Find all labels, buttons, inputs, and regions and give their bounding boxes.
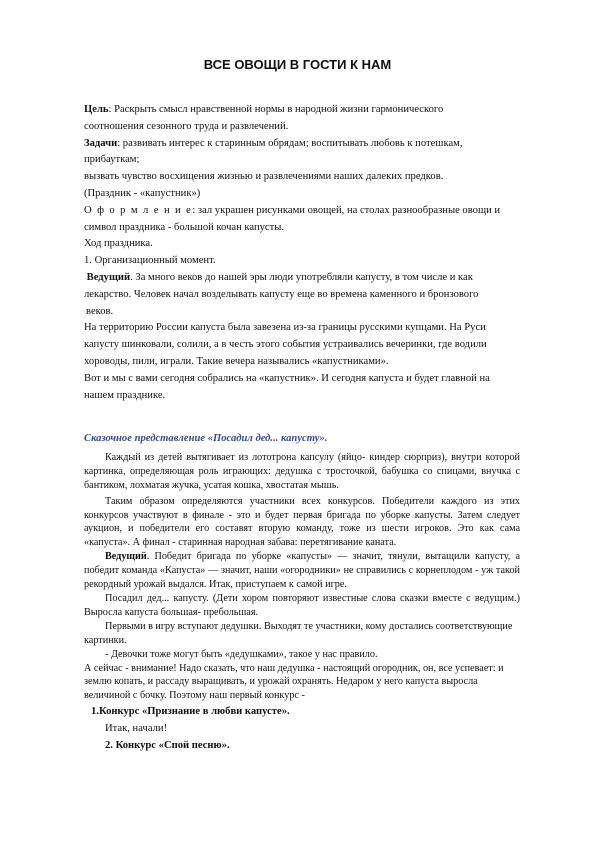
tasks-label: Задачи xyxy=(84,137,118,149)
host-line-2: лекарство. Человек начал возделывать капусту еще во времена каменного и бронзового xyxy=(84,288,479,300)
decor-text: : зал украшен рисунками овощей, на столах разнообразные овощи и xyxy=(192,204,501,216)
goal-line xyxy=(84,102,524,119)
story-paragraph: Первыми в игру вступают дедушки. Выходят те участники, кому достались соответствующие картинки. xyxy=(84,620,513,646)
story-heading: Сказочное представление «Посадил дед... капусту». xyxy=(84,433,328,444)
tasks-line xyxy=(84,136,524,153)
goal-line-2: соотношения сезонного труда и развлечений. xyxy=(84,120,289,132)
russia-line-3: хороводы, пили, играли. Такие вечера назывались «капустниками». xyxy=(84,355,389,367)
story-paragraph: Таким образом определяются участники всех конкурсов. Победители каждого из этих конкурсов участвуют в финале - это и будет первая бригада по уборке капусты. Затем следует аукцион, и победители его составят вторую команду, тоже из шести игроков. Это как сама «капуста». А финал - старинная народная забава: перетягивание каната. xyxy=(84,495,520,549)
decor-line xyxy=(84,203,524,220)
story-paragraph: Каждый из детей вытягивает из лототрона капсулу (яйцо- киндер сюрприз), внутри которой картинка, определяющая роль играющих: дедушка с тросточкой, бабушка со спицами, внучка с бантиком, лохматая жучка, усатая кошка, хвостатая мышь. xyxy=(84,451,520,491)
host-text: . За много веков до нашей эры люди употребляли капусту, в том числе и как xyxy=(130,271,473,283)
host-label: Ведущий xyxy=(86,271,131,283)
story-host-label: Ведущий xyxy=(105,551,147,563)
story-paragraph xyxy=(84,550,520,592)
start-line: Итак, начали! xyxy=(105,723,168,735)
goal-label: Цель xyxy=(84,104,109,115)
tasks-text: : развивать интерес к старинным обрядам; воспитывать любовь к потешкам, xyxy=(117,137,463,149)
story-paragraph: Посадил дед... капусту. (Дети хором повторяют известные слова сказки вместе с ведущим.) Выросла капуста большая- пребольшая. xyxy=(84,592,520,618)
today-line-2: нашем празднике. xyxy=(84,389,166,401)
story-paragraph: - Девочки тоже могут быть «дедушками», такое у нас правило. xyxy=(105,648,378,660)
holiday-note: (Праздник - «капустник») xyxy=(84,187,201,199)
today-line-1: Вот и мы с вами сегодня собрались на «капустник». И сегодня капуста и будет главной на xyxy=(84,372,490,384)
story-host-text: . Победит бригада по уборке «капусты» — значит, тянули, вытащили капусту, а победит команда «Капуста» — значит, наши «огородники» не справились с корнеплодом - уж такой рекордный урожай выдался. Итак, приступаем к самой игре. xyxy=(84,551,520,591)
goal-text: : Раскрыть смысл нравственной нормы в народной жизни гармонического xyxy=(108,104,444,115)
host-line xyxy=(84,270,524,287)
contest-2: 2. Конкурс «Спой песню». xyxy=(105,740,230,752)
org-moment-line: 1. Организационный момент. xyxy=(84,255,216,267)
tasks-line-3: вызвать чувство восхищения жизнью и развлечениями наших далеких предков. xyxy=(84,171,444,183)
decor-label: О ф о р м л е н и е xyxy=(84,204,193,216)
intro-section xyxy=(84,102,524,404)
story-paragraph: А сейчас - внимание! Надо сказать, что наш дедушка - настоящий огородник, он, все успевает: и землю копать, и рассаду выращивать, и урожай охранять. Недаром у него капуста выросла величиной с бочку. Поэтому наш первый конкурс - xyxy=(84,662,504,702)
document-title: ВСЕ ОВОЩИ В ГОСТИ К НАМ xyxy=(203,57,392,72)
host-line-3-text: веков. xyxy=(86,305,114,317)
russia-line-2: капусту шинковали, солили, а в честь этого события устраивались вечеринки, где водили xyxy=(84,339,487,351)
russia-line-1: На территорию России капуста была завезена из-за границы русскими купцами. На Руси xyxy=(84,322,486,334)
decor-line-2: символ праздника - большой кочан капусты. xyxy=(84,221,285,233)
tasks-line-2: прибауткам; xyxy=(84,154,140,166)
story-section xyxy=(84,432,520,754)
course-line: Ход праздника. xyxy=(84,238,153,250)
contest-1: 1.Конкурс «Признание в любви капусте». xyxy=(91,706,290,718)
host-line-3 xyxy=(84,304,524,321)
